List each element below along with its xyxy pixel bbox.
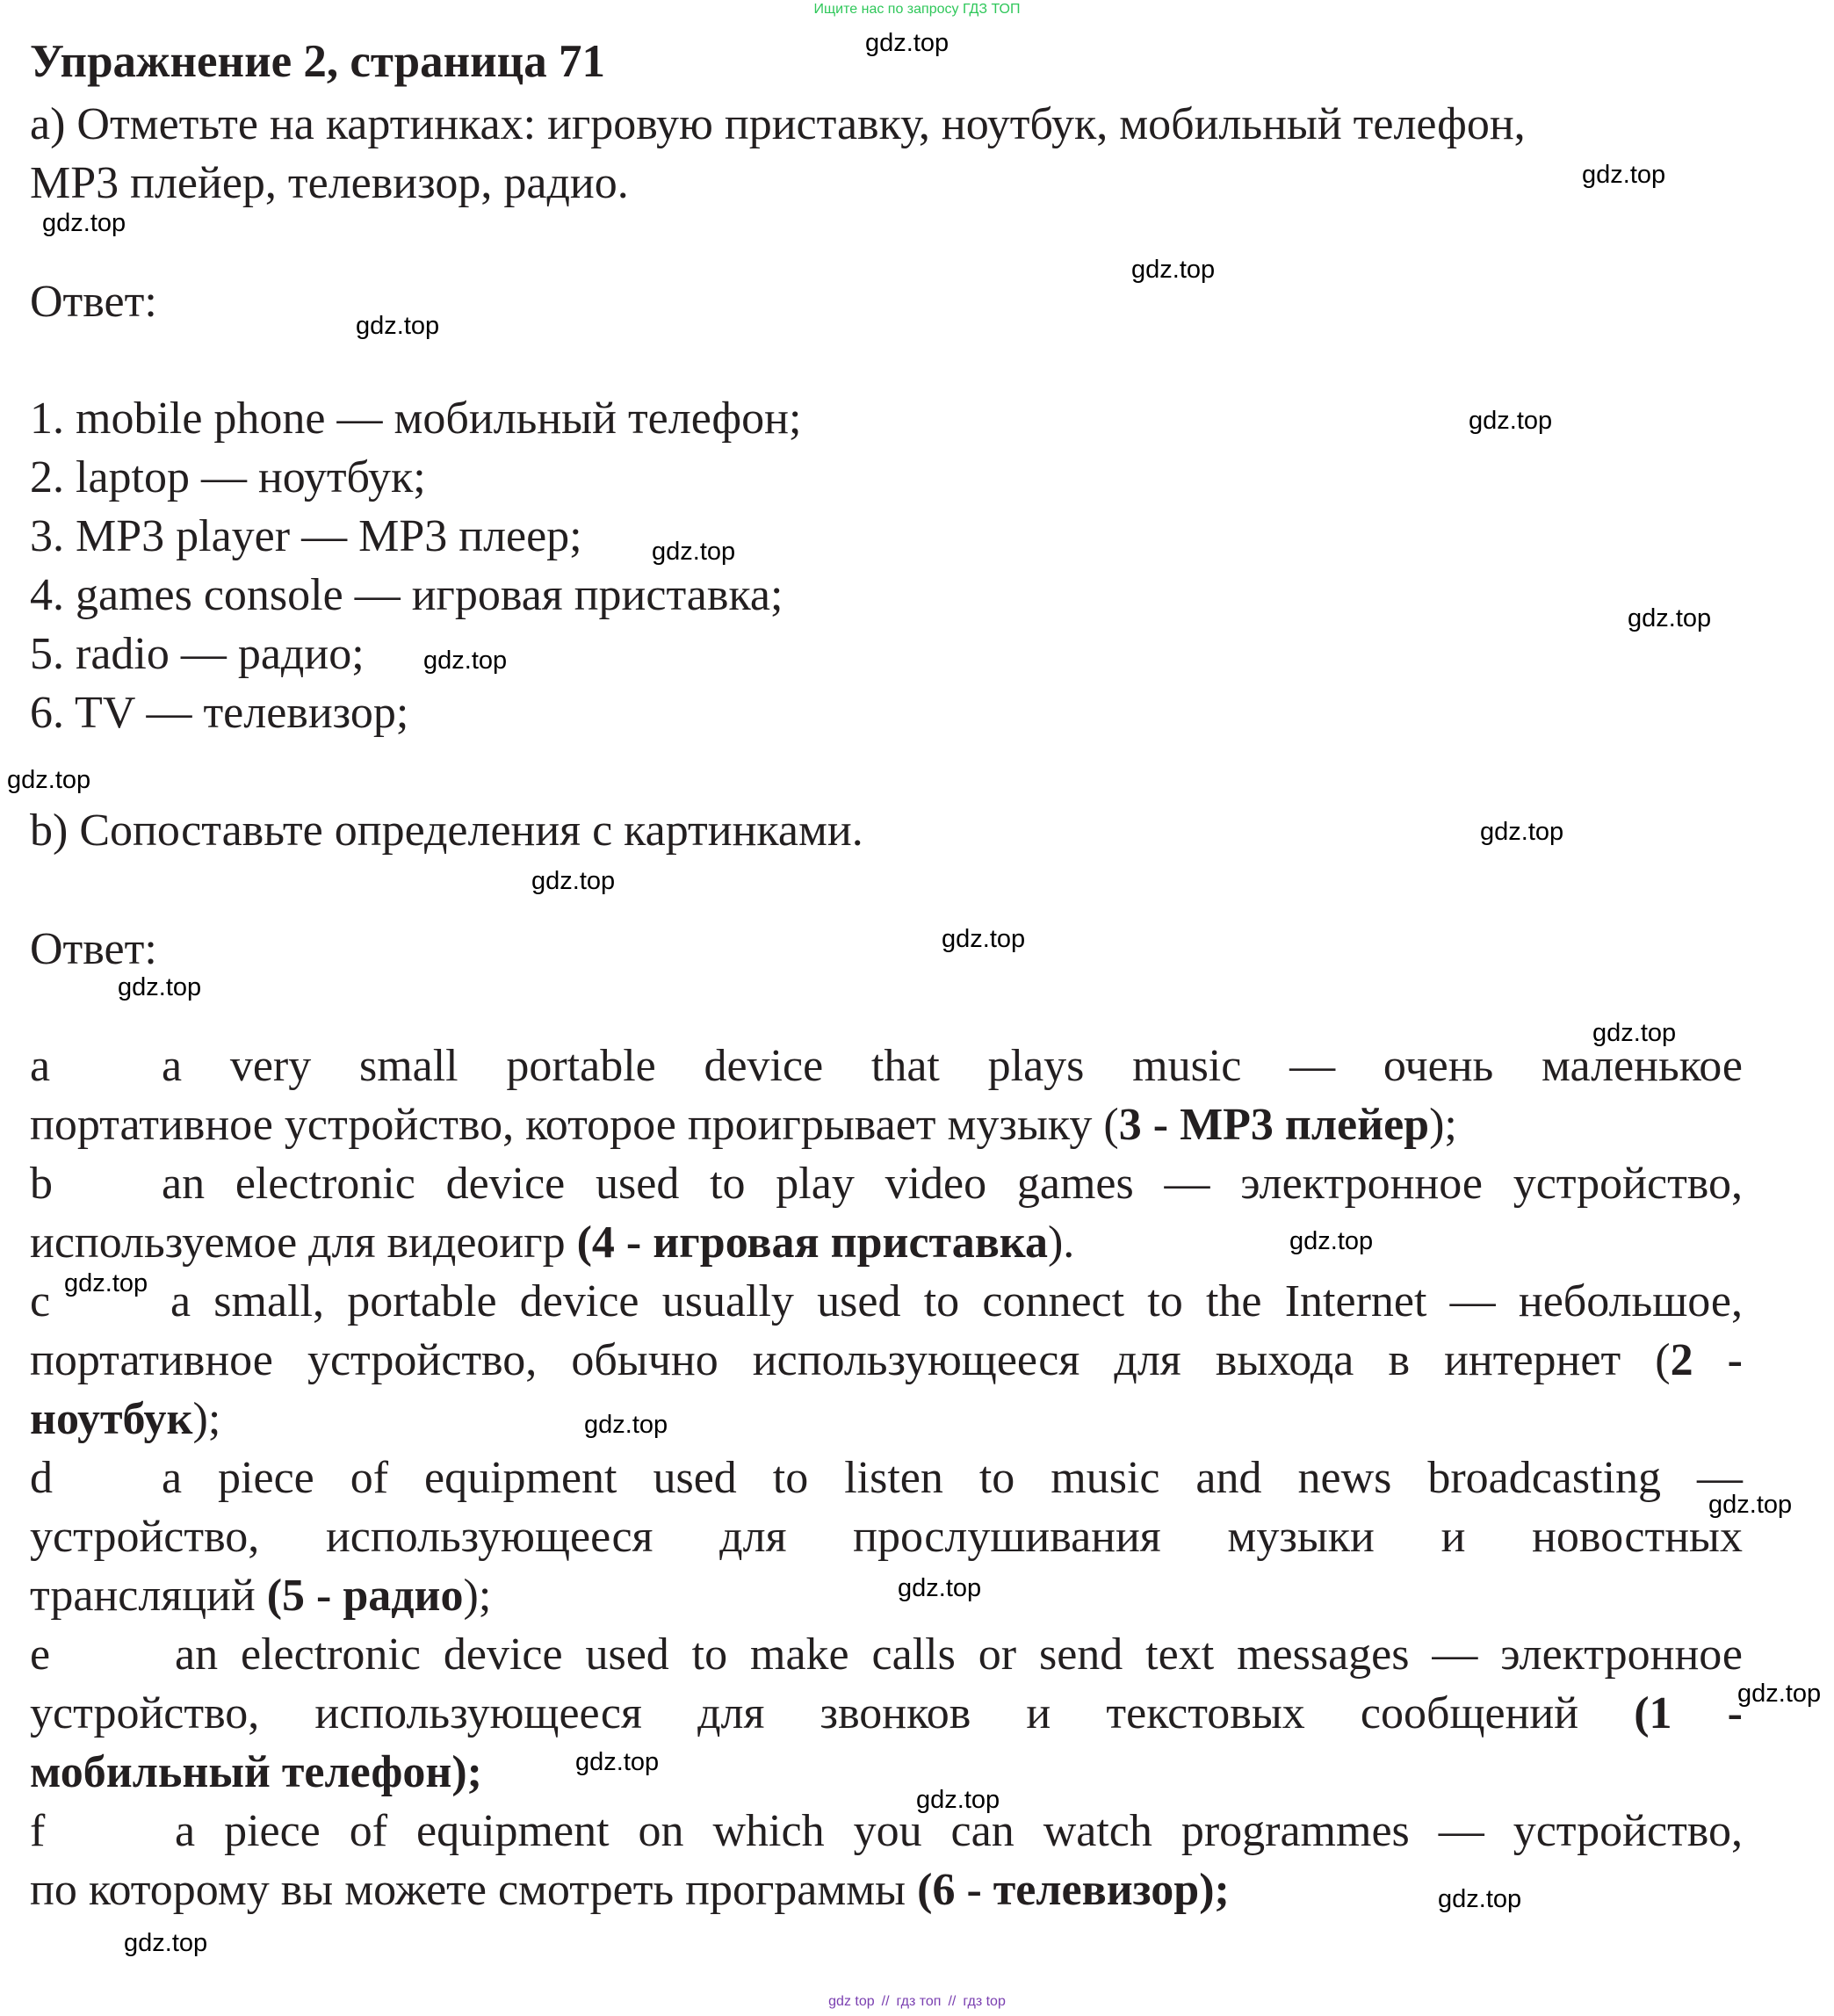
watermark: gdz.top	[1737, 1680, 1822, 1708]
footer-link[interactable]: гдз top	[963, 1994, 1006, 2009]
definition-letter: c	[30, 1276, 51, 1326]
definition-answer: (5 - радио	[266, 1571, 464, 1621]
exercise-title: Упражнение 2, страница 71	[30, 36, 605, 87]
definition-text: a piece of equipment on which you can watch programmes — устройство,	[175, 1806, 1743, 1856]
definition-answer: (1 -	[1634, 1688, 1743, 1738]
definition-text: a piece of equipment used to listen to music and news broadcasting —	[162, 1453, 1743, 1503]
task-b-heading: b) Сопоставьте определения с картинками.	[30, 806, 863, 856]
definition-answer: 2 -	[1670, 1335, 1743, 1385]
definition-text: );	[1429, 1100, 1457, 1150]
definition-d-line-3	[30, 1566, 491, 1625]
definition-f-line-2	[30, 1861, 1230, 1919]
watermark: gdz.top	[1480, 818, 1564, 846]
watermark: gdz.top	[42, 209, 126, 237]
watermark: gdz.top	[916, 1786, 1000, 1814]
footer-links	[0, 1994, 1834, 2010]
watermark: gdz.top	[1289, 1227, 1374, 1255]
definition-b-line-1	[30, 1154, 1743, 1213]
definition-text: an electronic device used to make calls or send text messages — электронное	[175, 1629, 1743, 1680]
answer-item: 5. radio — радио;	[30, 629, 365, 679]
definition-c-line-3	[30, 1390, 220, 1449]
watermark: gdz.top	[356, 312, 440, 340]
footer-link[interactable]: гдз топ	[896, 1994, 942, 2009]
answer-label: Ответ:	[30, 924, 157, 974]
definition-text: );	[192, 1394, 221, 1444]
watermark: gdz.top	[652, 538, 736, 566]
watermark: gdz.top	[865, 29, 949, 57]
watermark: gdz.top	[423, 647, 508, 675]
definition-answer: мобильный телефон);	[30, 1747, 482, 1797]
definition-answer: ноутбук	[30, 1394, 193, 1444]
definition-answer: (6 - телевизор);	[917, 1865, 1230, 1915]
definition-b-line-2	[30, 1213, 1074, 1272]
definition-d-line-2	[30, 1507, 1743, 1566]
definition-a-line-2	[30, 1095, 1457, 1154]
definition-letter: e	[30, 1629, 51, 1680]
footer-separator: //	[881, 1994, 890, 2009]
definition-f-line-1	[30, 1802, 1743, 1861]
definition-letter: a	[30, 1041, 51, 1091]
watermark: gdz.top	[1592, 1019, 1677, 1047]
definition-text: );	[463, 1571, 492, 1621]
definition-text: устройство, использующееся для прослушивания музыки и новостных	[30, 1512, 1743, 1562]
definition-e-line-2	[30, 1684, 1743, 1743]
definition-e-line-1	[30, 1625, 1743, 1684]
definition-text: портативное устройство, обычно использующееся для выхода в интернет (	[30, 1335, 1671, 1385]
watermark: gdz.top	[531, 867, 616, 895]
footer-separator: //	[948, 1994, 957, 2009]
top-banner: Ищите нас по запросу ГДЗ ТОП	[813, 2, 1021, 17]
answer-item: 3. MP3 player — MP3 плеер;	[30, 511, 582, 561]
definition-answer: (4 - игровая приставка	[576, 1218, 1048, 1268]
definition-c-line-1	[30, 1272, 1743, 1331]
definition-text: ).	[1047, 1218, 1075, 1268]
answer-item: 1. mobile phone — мобильный телефон;	[30, 394, 802, 444]
watermark: gdz.top	[1131, 256, 1216, 284]
footer-link[interactable]: gdz top	[828, 1994, 875, 2009]
answer-item: 4. games console — игровая приставка;	[30, 570, 783, 620]
task-a-line-1: a) Отметьте на картинках: игровую приставку, ноутбук, мобильный телефон,	[30, 99, 1526, 149]
definition-text: трансляций	[30, 1571, 267, 1621]
watermark: gdz.top	[584, 1411, 668, 1439]
definition-e-line-3	[30, 1743, 482, 1802]
definition-d-line-1	[30, 1449, 1743, 1507]
watermark: gdz.top	[64, 1269, 148, 1297]
definition-text: портативное устройство, которое проигрывает музыку (	[30, 1100, 1119, 1150]
watermark: gdz.top	[942, 925, 1026, 953]
answer-item: 6. TV — телевизор;	[30, 688, 409, 738]
definition-answer: 3 - MP3 плейер	[1118, 1100, 1430, 1150]
watermark: gdz.top	[1582, 161, 1666, 189]
definition-c-line-2	[30, 1331, 1743, 1390]
answer-item: 2. laptop — ноутбук;	[30, 452, 426, 502]
definition-text: устройство, использующееся для звонков и текстовых сообщений	[30, 1688, 1635, 1738]
watermark: gdz.top	[124, 1929, 208, 1957]
definition-text: an electronic device used to play video games — электронное устройство,	[162, 1159, 1743, 1209]
definition-text: a small, portable device usually used to connect to the Internet — небольшое,	[170, 1276, 1743, 1326]
definition-text: по которому вы можете смотреть программы	[30, 1865, 918, 1915]
definition-letter: f	[30, 1806, 46, 1856]
definition-letter: b	[30, 1159, 53, 1209]
answer-label: Ответ:	[30, 277, 157, 327]
watermark: gdz.top	[1708, 1491, 1793, 1519]
definition-text: a very small portable device that plays music — очень маленькое	[162, 1041, 1743, 1091]
definition-letter: d	[30, 1453, 53, 1503]
watermark: gdz.top	[575, 1748, 660, 1776]
watermark: gdz.top	[7, 766, 91, 794]
watermark: gdz.top	[1469, 407, 1553, 435]
watermark: gdz.top	[1628, 604, 1712, 632]
definition-a-line-1	[30, 1037, 1743, 1095]
watermark: gdz.top	[898, 1574, 982, 1602]
watermark: gdz.top	[1438, 1885, 1522, 1913]
definition-text: используемое для видеоигр	[30, 1218, 577, 1268]
task-a-line-2: MP3 плейер, телевизор, радио.	[30, 158, 629, 208]
watermark: gdz.top	[118, 973, 202, 1001]
